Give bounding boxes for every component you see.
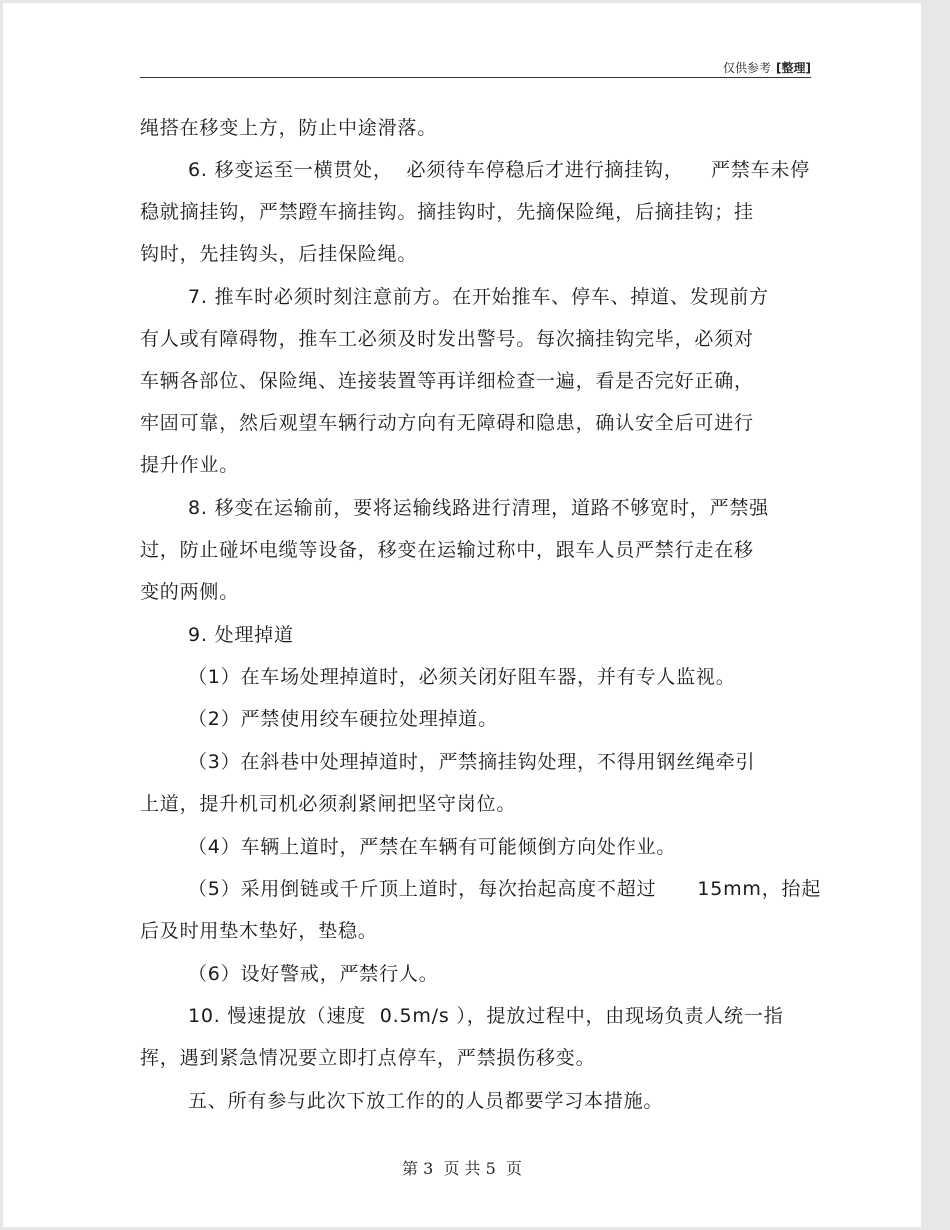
list-item: （1）在车场处理掉道时，必须关闭好阻车器，并有专人监视。 bbox=[188, 666, 736, 688]
header-tag: [整理] bbox=[776, 61, 811, 75]
list-item: （6）设好警戒，严禁行人。 bbox=[188, 963, 439, 985]
paragraph-line: 挥，遇到紧急情况要立即打点停车，严禁损伤移变。 bbox=[140, 1047, 596, 1069]
paragraph-line: 过，防止碰坏电缆等设备，移变在运输过称中，跟车人员严禁行走在移 bbox=[140, 539, 754, 561]
section-heading: 9. 处理掉道 bbox=[188, 624, 294, 646]
paragraph-line: 6. 移变运至一横贯处， 必须待车停稳后才进行摘挂钩， 严禁车未停 bbox=[188, 159, 811, 181]
paragraph-line: 8. 移变在运输前，要将运输线路进行清理，道路不够宽时，严禁强 bbox=[188, 497, 769, 519]
section-heading: 五、所有参与此次下放工作的的人员都要学习本措施。 bbox=[188, 1090, 664, 1112]
paragraph-line: 牢固可靠，然后观望车辆行动方向有无障碍和隐患，确认安全后可进行 bbox=[140, 412, 754, 434]
paragraph-line: 有人或有障碍物，推车工必须及时发出警号。每次摘挂钩完毕，必须对 bbox=[140, 328, 754, 350]
list-item: （3）在斜巷中处理掉道时，严禁摘挂钩处理，不得用钢丝绳牵引 bbox=[188, 751, 756, 773]
page-number-footer: 第 3 页 共 5 页 bbox=[402, 1159, 522, 1178]
list-item: （2）严禁使用绞车硬拉处理掉道。 bbox=[188, 708, 498, 730]
paragraph-line: 上道，提升机司机必须刹紧闸把坚守岗位。 bbox=[140, 793, 517, 815]
page-header bbox=[723, 59, 811, 76]
paragraph-line: 钩时，先挂钩头，后挂保险绳。 bbox=[140, 243, 418, 265]
paragraph-line: 后及时用垫木垫好，垫稳。 bbox=[140, 920, 378, 942]
paragraph-line: 稳就摘挂钩，严禁蹬车摘挂钩。摘挂钩时，先摘保险绳，后摘挂钩；挂 bbox=[140, 201, 754, 223]
document-page bbox=[3, 3, 921, 1227]
header-label: 仅供参考 bbox=[723, 61, 772, 75]
list-item: （4）车辆上道时，严禁在车辆有可能倾倒方向处作业。 bbox=[188, 836, 677, 858]
paragraph-line: 提升作业。 bbox=[140, 454, 240, 476]
paragraph-line: 10. 慢速提放（速度 0.5m/s ），提放过程中，由现场负责人统一指 bbox=[188, 1005, 784, 1027]
paragraph-line: 车辆各部位、保险绳、连接装置等再详细检查一遍，看是否完好正确， bbox=[140, 370, 754, 392]
paragraph-line: 7. 推车时必须时刻注意前方。在开始推车、停车、掉道、发现前方 bbox=[188, 286, 769, 308]
paragraph-line: 绳搭在移变上方，防止中途滑落。 bbox=[140, 117, 438, 139]
list-item: （5）采用倒链或千斤顶上道时，每次抬起高度不超过 15mm，抬起 bbox=[188, 878, 822, 900]
header-divider bbox=[140, 77, 811, 78]
paragraph-line: 变的两侧。 bbox=[140, 581, 240, 603]
